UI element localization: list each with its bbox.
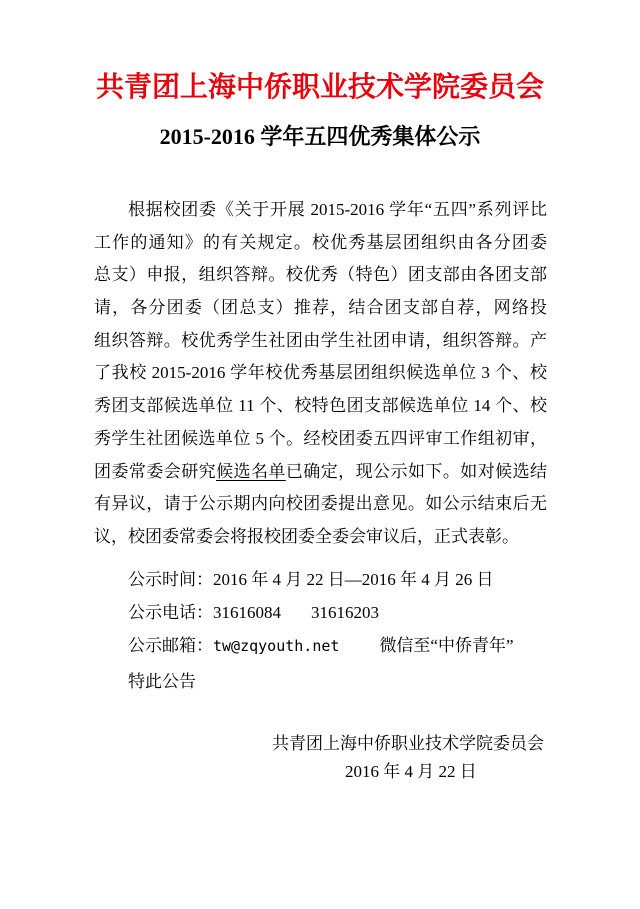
notice-phone-2: 31616203 — [311, 603, 379, 622]
page-subtitle: 2015-2016 学年五四优秀集体公示 — [159, 124, 481, 149]
announcement-body — [94, 194, 547, 554]
signature-org: 共青团上海中侨职业技术学院委员会 — [272, 734, 544, 753]
notice-time — [128, 564, 558, 596]
body-line: 总支）申报，组织答辩。校优秀（特色）团支部由各团支部 — [94, 265, 547, 285]
notice-time-label: 公示时间： — [128, 570, 213, 589]
body-line: 请，各分团委（团总支）推荐，结合团支部自荐，网络投 — [94, 298, 547, 318]
body-line: 组织答辩。校优秀学生社团由学生社团申请，组织答辩。产 — [94, 330, 547, 350]
notice-time-value: 2016 年 4 月 22 日—2016 年 4 月 26 日 — [213, 570, 494, 589]
notice-email-value: tw@zqyouth.net — [213, 637, 340, 655]
notice-phone-label: 公示电话： — [128, 603, 213, 622]
body-text: 已确定，现公示如下。如对候选结 — [285, 461, 547, 481]
notice-phone — [128, 597, 558, 629]
body-line: 了我校 2015-2016 学年校优秀基层团组织候选单位 3 个、校 — [94, 363, 547, 383]
body-line: 秀学生社团候选单位 5 个。经校团委五四评审工作组初审， — [94, 428, 547, 448]
notice-email — [128, 630, 558, 662]
body-line: 议，校团委常委会将报校团委全委会审议后，正式表彰。 — [94, 526, 519, 546]
body-line: 有异议，请于公示期内向校团委提出意见。如公示结束后无 — [94, 494, 547, 514]
notice-phone-1: 31616084 — [213, 603, 281, 622]
page-title: 共青团上海中侨职业技术学院委员会 — [95, 72, 544, 103]
notice-closing: 特此公告 — [128, 672, 196, 691]
body-line: 根据校团委《关于开展 2015-2016 学年“五四”系列评比 — [128, 200, 547, 219]
body-text: 团委常委会研究 — [94, 461, 217, 481]
notice-email-label: 公示邮箱： — [128, 636, 213, 655]
notice-wechat: 微信至“中侨青年” — [379, 636, 514, 655]
underlined-candidate-list: 候选名单 — [216, 461, 286, 481]
body-line — [94, 456, 547, 489]
signature-date: 2016 年 4 月 22 日 — [345, 762, 477, 781]
body-line: 工作的通知》的有关规定。校优秀基层团组织由各分团委 — [94, 232, 547, 252]
body-line: 秀团支部候选单位 11 个、校特色团支部候选单位 14 个、校 — [94, 396, 547, 416]
